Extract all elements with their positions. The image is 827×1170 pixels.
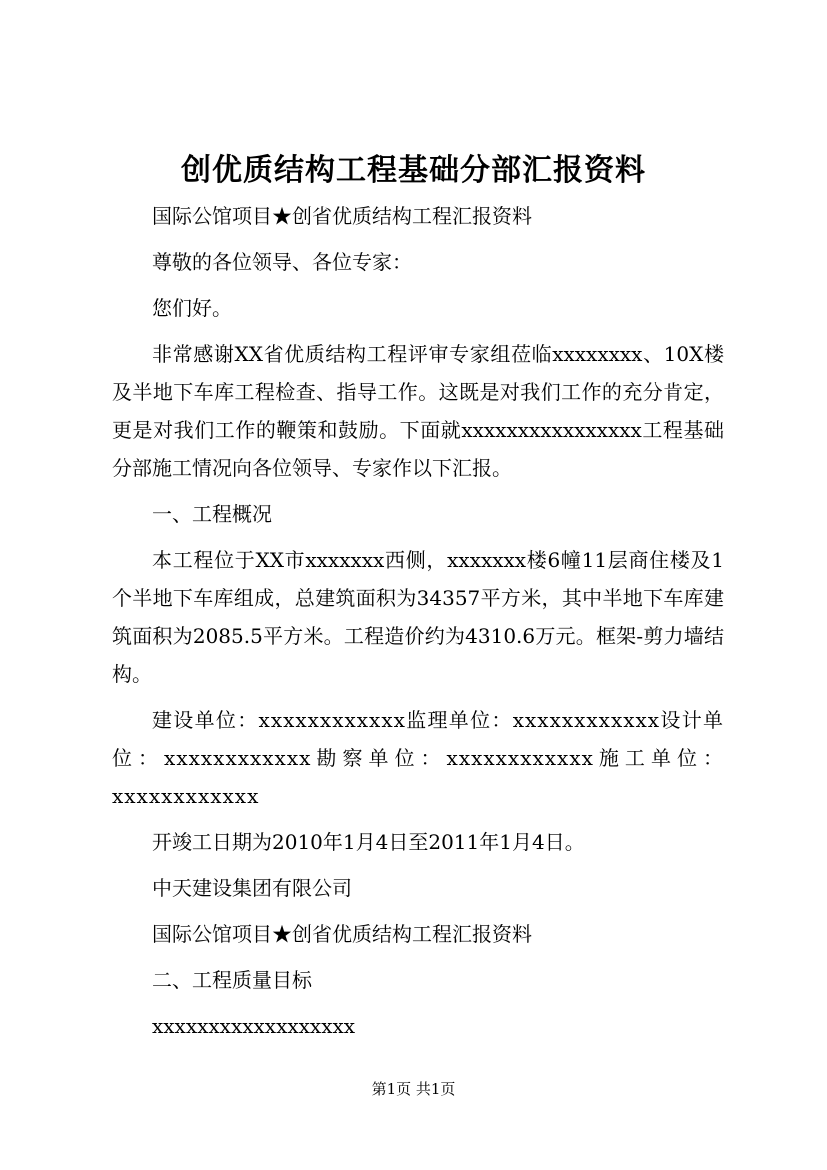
page-number-footer: 第1页 共1页 bbox=[371, 1080, 456, 1098]
document-title: 创优质结构工程基础分部汇报资料 bbox=[181, 153, 646, 188]
paragraph-salutation: 尊敬的各位领导、各位专家： bbox=[152, 250, 412, 274]
paragraph-participating-units: 建设单位：xxxxxxxxxxxx监理单位：xxxxxxxxxxxx设计单位：xxxxxxxxxxxx勘察单位：xxxxxxxxxxxx施工单位：xxxxxxxxxxxx bbox=[112, 708, 724, 808]
paragraph-project-overview: 本工程位于XX市xxxxxxx西侧，xxxxxxx楼6幢11层商住楼及1个半地下车库组成，总建筑面积为34357平方米，其中半地下车库建筑面积为2085.5平方米。工程造价约为4310.6万元。框架-剪力墙结构。 bbox=[112, 548, 724, 686]
section-heading-overview: 一、工程概况 bbox=[152, 502, 272, 526]
paragraph-greeting: 您们好。 bbox=[152, 296, 232, 320]
paragraph-schedule: 开竣工日期为2010年1月4日至2011年1月4日。 bbox=[152, 830, 585, 854]
document-body bbox=[112, 197, 724, 1053]
paragraph-quality-goal: xxxxxxxxxxxxxxxxxx bbox=[152, 1014, 356, 1038]
paragraph-project-heading-repeat: 国际公馆项目★创省优质结构工程汇报资料 bbox=[152, 922, 532, 946]
paragraph-company: 中天建设集团有限公司 bbox=[152, 876, 352, 900]
paragraph-introduction: 非常感谢XX省优质结构工程评审专家组莅临xxxxxxxx、10X楼及半地下车库工程检查、指导工作。这既是对我们工作的充分肯定，更是对我们工作的鞭策和鼓励。下面就xxxxxxxxxxxxxxxx工程基础分部施工情况向各位领导、专家作以下汇报。 bbox=[112, 342, 724, 480]
paragraph-project-heading: 国际公馆项目★创省优质结构工程汇报资料 bbox=[152, 204, 532, 228]
section-heading-quality-goal: 二、工程质量目标 bbox=[152, 968, 312, 992]
